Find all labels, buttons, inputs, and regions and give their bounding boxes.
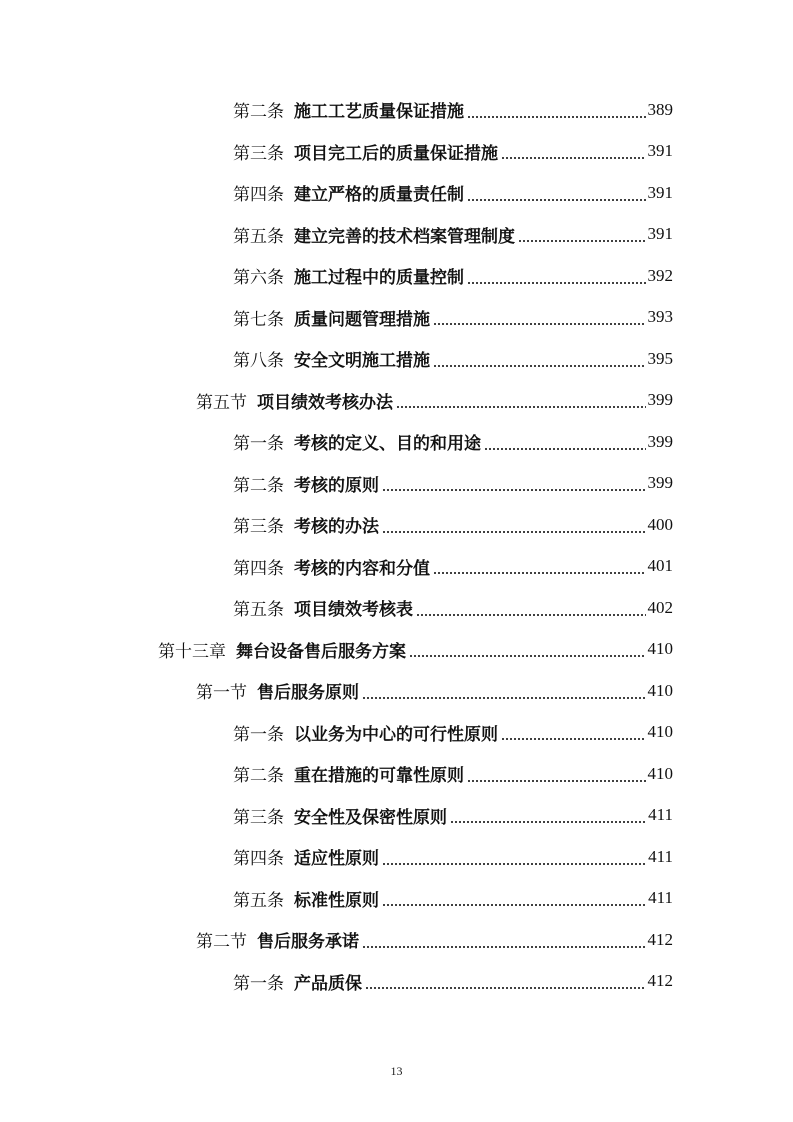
- toc-entry[interactable]: [0, 878, 793, 920]
- toc-entry[interactable]: [0, 463, 793, 505]
- toc-entry[interactable]: [0, 131, 793, 173]
- toc-entry-title: 考核的定义、目的和用途: [294, 434, 481, 455]
- toc-entry-number: 第五条: [233, 600, 284, 621]
- toc-entry-page: 410: [647, 639, 673, 659]
- toc-entry-number: 第一节: [196, 683, 247, 704]
- toc-entry[interactable]: [0, 214, 793, 256]
- toc-entry-page: 412: [647, 971, 673, 991]
- toc-entry-number: 第二条: [233, 766, 284, 787]
- toc-entry-number: 第二条: [233, 475, 284, 496]
- toc-entry-title: 项目完工后的质量保证措施: [294, 143, 498, 164]
- toc-entry-page: 410: [647, 722, 673, 742]
- toc-entry-page: 411: [648, 888, 673, 908]
- toc-entry-title: 项目绩效考核办法: [257, 392, 393, 413]
- toc-entry[interactable]: [0, 89, 793, 131]
- toc-entry-page: 410: [647, 763, 673, 783]
- toc-entry[interactable]: [0, 255, 793, 297]
- toc-entry-number: 第四条: [233, 849, 284, 870]
- toc-entry-page: 389: [647, 99, 673, 119]
- toc-entry[interactable]: [0, 297, 793, 339]
- toc-entry-page: 399: [647, 431, 673, 451]
- toc-entry-number: 第六条: [233, 268, 284, 289]
- dot-leader: [467, 184, 646, 202]
- toc-entry-number: 第二节: [196, 932, 247, 953]
- dot-leader: [518, 225, 646, 243]
- toc-entry-title: 施工工艺质量保证措施: [294, 102, 464, 123]
- toc-entry[interactable]: [0, 338, 793, 380]
- toc-entry[interactable]: [0, 753, 793, 795]
- toc-entry[interactable]: [0, 380, 793, 422]
- dot-leader: [467, 765, 646, 783]
- dot-leader: [450, 806, 646, 824]
- toc-entry-page: 400: [647, 514, 673, 534]
- dot-leader: [467, 267, 646, 285]
- toc-entry-page: 391: [647, 141, 673, 161]
- toc-entry-title: 考核的办法: [294, 517, 379, 538]
- toc-entry[interactable]: [0, 919, 793, 961]
- toc-entry-title: 以业务为中心的可行性原则: [294, 724, 498, 745]
- table-of-contents: [0, 89, 793, 1002]
- toc-entry-number: 第十三章: [158, 641, 226, 662]
- dot-leader: [382, 848, 646, 866]
- dot-leader: [501, 142, 646, 160]
- dot-leader: [409, 640, 646, 658]
- toc-entry[interactable]: [0, 587, 793, 629]
- dot-leader: [382, 516, 646, 534]
- toc-entry-number: 第七条: [233, 309, 284, 330]
- toc-entry-page: 412: [647, 929, 673, 949]
- toc-entry-page: 410: [647, 680, 673, 700]
- toc-entry[interactable]: [0, 712, 793, 754]
- toc-entry-number: 第五条: [233, 890, 284, 911]
- toc-entry[interactable]: [0, 504, 793, 546]
- toc-entry[interactable]: [0, 670, 793, 712]
- toc-entry-title: 适应性原则: [294, 849, 379, 870]
- toc-entry-page: 411: [648, 846, 673, 866]
- toc-entry-number: 第一条: [233, 434, 284, 455]
- toc-entry[interactable]: [0, 836, 793, 878]
- dot-leader: [382, 474, 646, 492]
- toc-entry-page: 401: [647, 556, 673, 576]
- toc-entry-number: 第四条: [233, 185, 284, 206]
- toc-entry-page: 395: [647, 348, 673, 368]
- toc-entry-number: 第四条: [233, 558, 284, 579]
- dot-leader: [362, 931, 646, 949]
- dot-leader: [396, 391, 646, 409]
- toc-entry-page: 393: [647, 307, 673, 327]
- dot-leader: [416, 599, 646, 617]
- dot-leader: [362, 682, 646, 700]
- dot-leader: [433, 350, 646, 368]
- toc-entry-page: 399: [647, 473, 673, 493]
- toc-entry-number: 第一条: [233, 724, 284, 745]
- dot-leader: [501, 723, 646, 741]
- toc-entry-number: 第一条: [233, 973, 284, 994]
- toc-entry[interactable]: [0, 629, 793, 671]
- toc-entry-title: 建立完善的技术档案管理制度: [294, 226, 515, 247]
- toc-entry[interactable]: [0, 546, 793, 588]
- toc-entry-title: 标准性原则: [294, 890, 379, 911]
- dot-leader: [433, 308, 646, 326]
- toc-entry-title: 售后服务原则: [257, 683, 359, 704]
- dot-leader: [467, 101, 646, 119]
- toc-entry-title: 建立严格的质量责任制: [294, 185, 464, 206]
- page-number: 13: [390, 1064, 403, 1078]
- toc-entry-page: 391: [647, 182, 673, 202]
- toc-entry-number: 第三条: [233, 807, 284, 828]
- toc-entry-number: 第三条: [233, 143, 284, 164]
- toc-entry-title: 质量问题管理措施: [294, 309, 430, 330]
- toc-entry-page: 392: [647, 265, 673, 285]
- toc-entry-title: 安全性及保密性原则: [294, 807, 447, 828]
- toc-entry-title: 考核的原则: [294, 475, 379, 496]
- toc-entry-number: 第二条: [233, 102, 284, 123]
- toc-entry[interactable]: [0, 795, 793, 837]
- toc-entry-page: 399: [647, 390, 673, 410]
- toc-entry-number: 第八条: [233, 351, 284, 372]
- dot-leader: [433, 557, 646, 575]
- toc-entry[interactable]: [0, 961, 793, 1003]
- toc-entry-page: 411: [648, 805, 673, 825]
- toc-entry-number: 第三条: [233, 517, 284, 538]
- toc-entry-title: 舞台设备售后服务方案: [236, 641, 406, 662]
- toc-entry-title: 考核的内容和分值: [294, 558, 430, 579]
- toc-entry[interactable]: [0, 421, 793, 463]
- toc-entry-title: 安全文明施工措施: [294, 351, 430, 372]
- toc-entry-page: 402: [647, 597, 673, 617]
- dot-leader: [484, 433, 646, 451]
- toc-entry-title: 施工过程中的质量控制: [294, 268, 464, 289]
- toc-entry-title: 产品质保: [294, 973, 362, 994]
- toc-entry-number: 第五条: [233, 226, 284, 247]
- toc-entry-page: 391: [647, 224, 673, 244]
- toc-entry[interactable]: [0, 172, 793, 214]
- toc-entry-title: 售后服务承诺: [257, 932, 359, 953]
- dot-leader: [365, 972, 646, 990]
- toc-entry-title: 重在措施的可靠性原则: [294, 766, 464, 787]
- toc-entry-title: 项目绩效考核表: [294, 600, 413, 621]
- dot-leader: [382, 889, 646, 907]
- toc-entry-number: 第五节: [196, 392, 247, 413]
